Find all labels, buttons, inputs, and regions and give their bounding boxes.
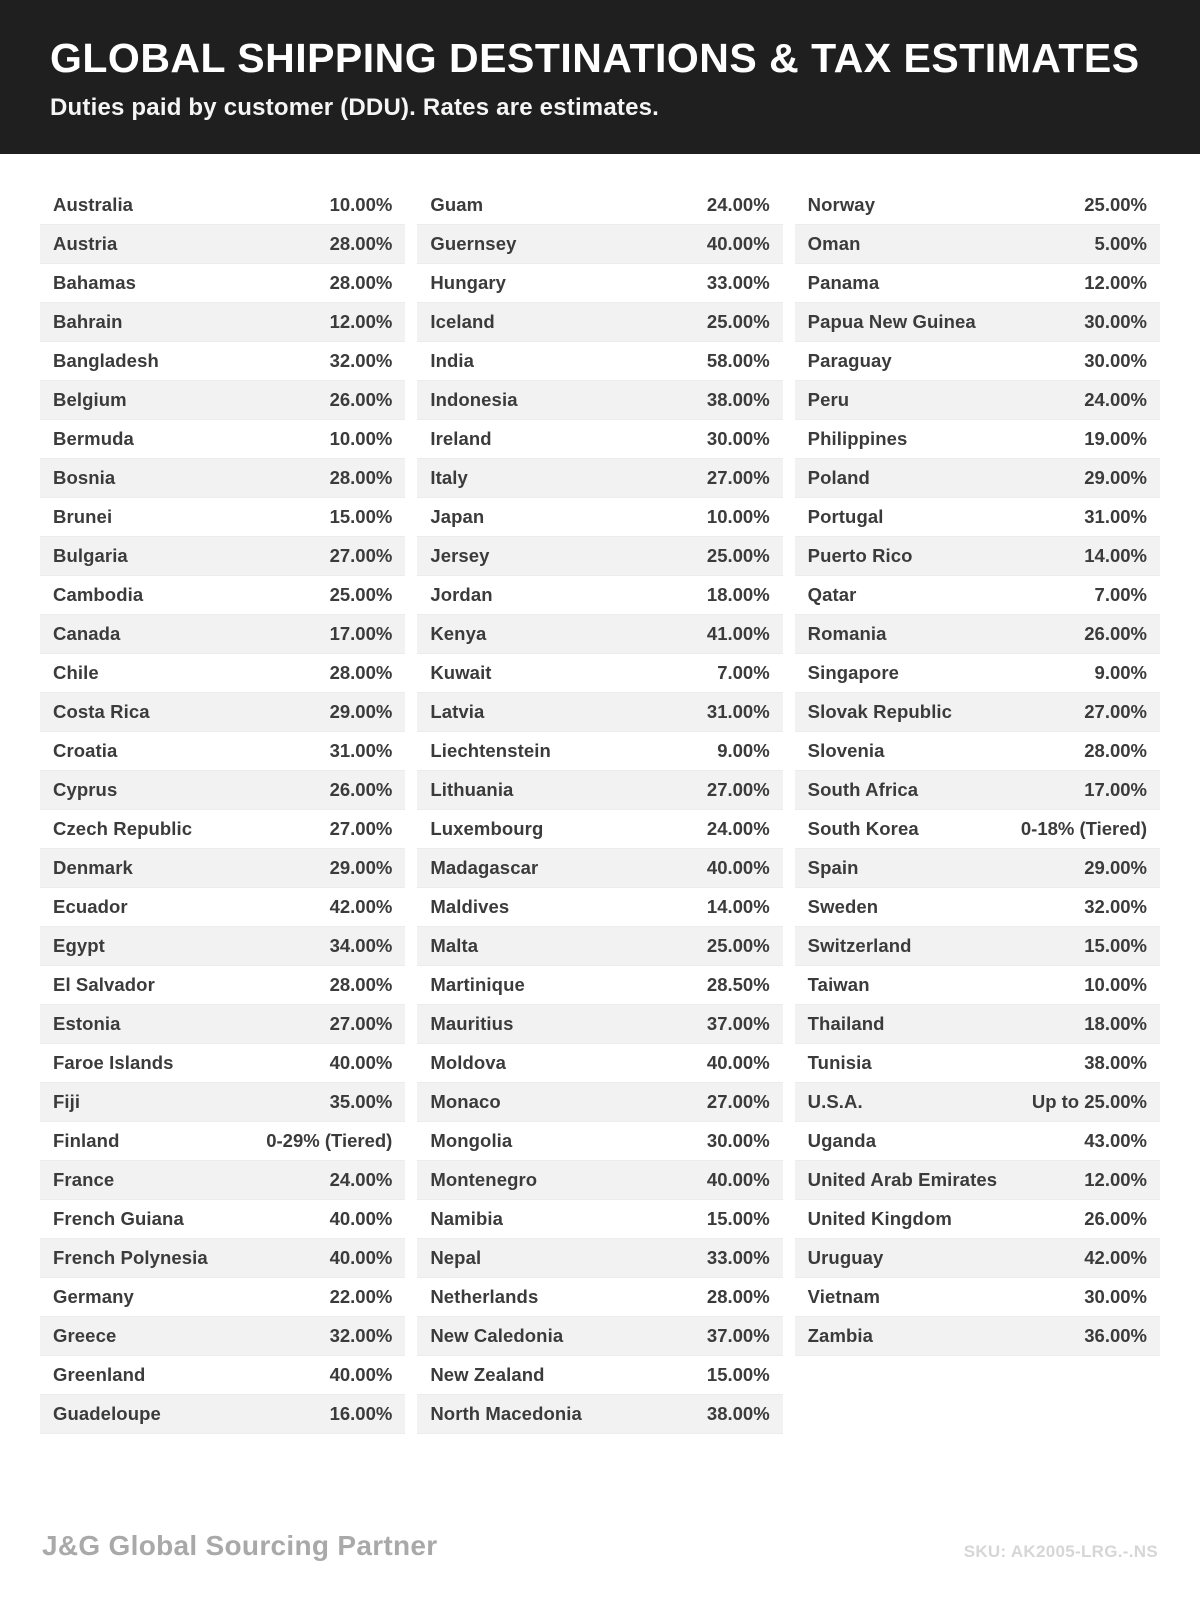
table-row bbox=[40, 186, 405, 225]
tax-rate: 35.00% bbox=[329, 1091, 393, 1113]
table-row bbox=[795, 303, 1160, 342]
tax-rate: 28.00% bbox=[329, 233, 393, 255]
country-name: Madagascar bbox=[430, 857, 539, 879]
country-name: Bahrain bbox=[53, 311, 123, 333]
country-name: Martinique bbox=[430, 974, 525, 996]
tax-rate: 38.00% bbox=[706, 1403, 770, 1425]
tax-rate: 27.00% bbox=[706, 1091, 770, 1113]
country-name: Maldives bbox=[430, 896, 510, 918]
table-row bbox=[795, 225, 1160, 264]
country-name: Spain bbox=[807, 857, 859, 879]
tax-rate: 27.00% bbox=[706, 467, 770, 489]
table-row bbox=[795, 693, 1160, 732]
tax-rate: 10.00% bbox=[706, 506, 770, 528]
country-name: New Zealand bbox=[430, 1364, 545, 1386]
rates-column-2 bbox=[417, 186, 782, 1434]
country-name: Indonesia bbox=[430, 389, 518, 411]
tax-rate: 27.00% bbox=[329, 818, 393, 840]
table-row bbox=[795, 1317, 1160, 1356]
table-row bbox=[40, 693, 405, 732]
tax-rate: 25.00% bbox=[329, 584, 393, 606]
table-row bbox=[40, 732, 405, 771]
table-row bbox=[417, 1317, 782, 1356]
tax-rate: 30.00% bbox=[706, 428, 770, 450]
tax-rate: 28.00% bbox=[1084, 740, 1147, 762]
country-name: New Caledonia bbox=[430, 1325, 564, 1347]
tax-rate: 22.00% bbox=[329, 1286, 393, 1308]
country-name: French Guiana bbox=[53, 1208, 184, 1230]
tax-rate: 30.00% bbox=[1084, 1286, 1147, 1308]
table-row bbox=[40, 1122, 405, 1161]
country-name: Brunei bbox=[53, 506, 113, 528]
tax-rate: 30.00% bbox=[706, 1130, 770, 1152]
table-row bbox=[40, 1200, 405, 1239]
table-row bbox=[795, 810, 1160, 849]
table-row bbox=[417, 459, 782, 498]
country-name: Vietnam bbox=[807, 1286, 880, 1308]
table-row bbox=[417, 1395, 782, 1434]
tax-rate: 29.00% bbox=[329, 857, 393, 879]
tax-rate: 26.00% bbox=[1084, 1208, 1147, 1230]
tax-rate: 5.00% bbox=[1094, 233, 1147, 255]
country-name: North Macedonia bbox=[430, 1403, 582, 1425]
table-row bbox=[795, 615, 1160, 654]
table-row bbox=[40, 1395, 405, 1434]
country-name: Jersey bbox=[430, 545, 490, 567]
tax-rate: 7.00% bbox=[1094, 584, 1147, 606]
country-name: Monaco bbox=[430, 1091, 501, 1113]
tax-rate: 36.00% bbox=[1084, 1325, 1147, 1347]
tax-rate: 40.00% bbox=[706, 1052, 770, 1074]
country-name: Mauritius bbox=[430, 1013, 514, 1035]
country-name: Papua New Guinea bbox=[807, 311, 976, 333]
country-name: Cyprus bbox=[53, 779, 118, 801]
table-row bbox=[40, 1278, 405, 1317]
tax-rate: 33.00% bbox=[706, 1247, 770, 1269]
tax-rate: 32.00% bbox=[329, 350, 393, 372]
table-row bbox=[795, 771, 1160, 810]
country-name: El Salvador bbox=[53, 974, 155, 996]
table-row bbox=[40, 810, 405, 849]
country-name: Fiji bbox=[53, 1091, 81, 1113]
table-row bbox=[417, 771, 782, 810]
tax-rate: 17.00% bbox=[1084, 779, 1147, 801]
table-row bbox=[40, 771, 405, 810]
table-row bbox=[417, 537, 782, 576]
table-row bbox=[417, 1278, 782, 1317]
table-row bbox=[40, 1044, 405, 1083]
tax-rate: 7.00% bbox=[717, 662, 770, 684]
table-row bbox=[417, 381, 782, 420]
tax-rate: 14.00% bbox=[706, 896, 770, 918]
rates-column-3 bbox=[795, 186, 1160, 1356]
country-name: Uganda bbox=[807, 1130, 877, 1152]
table-row bbox=[40, 498, 405, 537]
tax-rate: 28.00% bbox=[329, 662, 393, 684]
tax-rate: Up to 25.00% bbox=[1031, 1091, 1147, 1113]
table-row bbox=[417, 1122, 782, 1161]
table-row bbox=[40, 225, 405, 264]
table-row bbox=[417, 225, 782, 264]
table-row bbox=[40, 927, 405, 966]
table-row bbox=[795, 966, 1160, 1005]
country-name: Latvia bbox=[430, 701, 485, 723]
country-name: Tunisia bbox=[807, 1052, 872, 1074]
table-row bbox=[795, 1200, 1160, 1239]
table-row bbox=[40, 966, 405, 1005]
country-name: Peru bbox=[807, 389, 850, 411]
table-row bbox=[417, 966, 782, 1005]
tax-rate: 31.00% bbox=[1084, 506, 1147, 528]
table-row bbox=[795, 1239, 1160, 1278]
table-row bbox=[40, 420, 405, 459]
tax-rate: 28.00% bbox=[706, 1286, 770, 1308]
country-name: Romania bbox=[807, 623, 887, 645]
tax-rate: 26.00% bbox=[1084, 623, 1147, 645]
tax-rate: 29.00% bbox=[329, 701, 393, 723]
table-row bbox=[417, 927, 782, 966]
country-name: Chile bbox=[53, 662, 99, 684]
country-name: Estonia bbox=[53, 1013, 121, 1035]
country-name: Czech Republic bbox=[53, 818, 193, 840]
country-name: Guernsey bbox=[430, 233, 517, 255]
tax-rate: 24.00% bbox=[1084, 389, 1147, 411]
country-name: Canada bbox=[53, 623, 121, 645]
table-row bbox=[40, 537, 405, 576]
country-name: Paraguay bbox=[807, 350, 892, 372]
country-name: Guadeloupe bbox=[53, 1403, 161, 1425]
table-row bbox=[417, 654, 782, 693]
country-name: Switzerland bbox=[807, 935, 912, 957]
table-row bbox=[417, 303, 782, 342]
table-row bbox=[40, 576, 405, 615]
table-row bbox=[40, 615, 405, 654]
country-name: Puerto Rico bbox=[807, 545, 913, 567]
table-row bbox=[417, 186, 782, 225]
tax-rate: 30.00% bbox=[1084, 311, 1147, 333]
table-row bbox=[417, 342, 782, 381]
tax-rate: 15.00% bbox=[1084, 935, 1147, 957]
table-row bbox=[40, 654, 405, 693]
country-name: Ireland bbox=[430, 428, 492, 450]
tax-rate: 24.00% bbox=[706, 194, 770, 216]
tax-rate: 29.00% bbox=[1084, 857, 1147, 879]
country-name: Iceland bbox=[430, 311, 495, 333]
country-name: Costa Rica bbox=[53, 701, 150, 723]
country-name: U.S.A. bbox=[807, 1091, 863, 1113]
country-name: Philippines bbox=[807, 428, 908, 450]
country-name: Australia bbox=[53, 194, 134, 216]
page-title: GLOBAL SHIPPING DESTINATIONS & TAX ESTIMATES bbox=[50, 35, 1140, 81]
table-row bbox=[795, 732, 1160, 771]
table-row bbox=[417, 615, 782, 654]
tax-rate: 10.00% bbox=[1084, 974, 1147, 996]
country-name: South Korea bbox=[807, 818, 919, 840]
table-row bbox=[417, 1356, 782, 1395]
country-name: Mongolia bbox=[430, 1130, 513, 1152]
tax-rate: 15.00% bbox=[329, 506, 393, 528]
country-name: Greece bbox=[53, 1325, 117, 1347]
country-name: Zambia bbox=[807, 1325, 874, 1347]
sku-text: SKU: AK2005-LRG.-.NS bbox=[963, 1542, 1158, 1561]
country-name: France bbox=[53, 1169, 115, 1191]
tax-rate: 40.00% bbox=[329, 1364, 393, 1386]
tax-rate: 28.50% bbox=[706, 974, 770, 996]
country-name: Luxembourg bbox=[430, 818, 544, 840]
country-name: Bangladesh bbox=[53, 350, 159, 372]
country-name: Egypt bbox=[53, 935, 105, 957]
country-name: Austria bbox=[53, 233, 118, 255]
tax-rate: 27.00% bbox=[1084, 701, 1147, 723]
tax-rate: 12.00% bbox=[1084, 272, 1147, 294]
table-row bbox=[795, 849, 1160, 888]
tax-rate: 9.00% bbox=[1094, 662, 1147, 684]
tax-rate: 27.00% bbox=[329, 1013, 393, 1035]
country-name: Hungary bbox=[430, 272, 507, 294]
table-row bbox=[40, 1083, 405, 1122]
table-row bbox=[417, 693, 782, 732]
rates-column-1 bbox=[40, 186, 405, 1434]
table-row bbox=[40, 1356, 405, 1395]
tax-rate: 40.00% bbox=[706, 857, 770, 879]
country-name: United Arab Emirates bbox=[807, 1169, 998, 1191]
table-row bbox=[40, 264, 405, 303]
tax-rate: 42.00% bbox=[329, 896, 393, 918]
table-row bbox=[40, 1005, 405, 1044]
country-name: Thailand bbox=[807, 1013, 885, 1035]
tax-rate: 31.00% bbox=[329, 740, 393, 762]
table-row bbox=[417, 576, 782, 615]
country-name: Namibia bbox=[430, 1208, 503, 1230]
tax-rate: 29.00% bbox=[1084, 467, 1147, 489]
table-row bbox=[417, 810, 782, 849]
table-row bbox=[795, 1122, 1160, 1161]
tax-rate: 25.00% bbox=[706, 311, 770, 333]
country-name: Italy bbox=[430, 467, 468, 489]
table-row bbox=[40, 303, 405, 342]
country-name: Lithuania bbox=[430, 779, 514, 801]
table-row bbox=[795, 264, 1160, 303]
tax-rate: 30.00% bbox=[1084, 350, 1147, 372]
tax-rate: 37.00% bbox=[706, 1013, 770, 1035]
page-footer bbox=[0, 1530, 1200, 1600]
country-name: Faroe Islands bbox=[53, 1052, 174, 1074]
table-row bbox=[417, 732, 782, 771]
table-row bbox=[417, 1083, 782, 1122]
tax-rate: 27.00% bbox=[329, 545, 393, 567]
tax-rate: 40.00% bbox=[706, 233, 770, 255]
tax-rate: 0-29% (Tiered) bbox=[266, 1130, 393, 1152]
tax-rate: 25.00% bbox=[706, 935, 770, 957]
country-name: Singapore bbox=[807, 662, 900, 684]
tax-rate: 33.00% bbox=[706, 272, 770, 294]
table-row bbox=[795, 1161, 1160, 1200]
table-row bbox=[40, 1317, 405, 1356]
country-name: Belgium bbox=[53, 389, 127, 411]
table-row bbox=[795, 1005, 1160, 1044]
country-name: Moldova bbox=[430, 1052, 507, 1074]
tax-rate: 0-18% (Tiered) bbox=[1020, 818, 1147, 840]
country-name: Finland bbox=[53, 1130, 120, 1152]
table-row bbox=[417, 849, 782, 888]
table-row bbox=[795, 459, 1160, 498]
tax-rate: 31.00% bbox=[706, 701, 770, 723]
country-name: Denmark bbox=[53, 857, 133, 879]
page-subtitle: Duties paid by customer (DDU). Rates are estimates. bbox=[50, 94, 660, 122]
country-name: Qatar bbox=[807, 584, 857, 606]
tax-rate: 18.00% bbox=[1084, 1013, 1147, 1035]
tax-rate: 12.00% bbox=[1084, 1169, 1147, 1191]
tax-rate: 58.00% bbox=[706, 350, 770, 372]
tax-rate: 27.00% bbox=[706, 779, 770, 801]
tax-rate: 26.00% bbox=[329, 389, 393, 411]
country-name: Taiwan bbox=[807, 974, 870, 996]
table-row bbox=[417, 1161, 782, 1200]
tax-rate: 26.00% bbox=[329, 779, 393, 801]
tax-rate: 15.00% bbox=[706, 1364, 770, 1386]
table-row bbox=[417, 1044, 782, 1083]
table-row bbox=[417, 1200, 782, 1239]
country-name: Greenland bbox=[53, 1364, 146, 1386]
tax-rate: 32.00% bbox=[329, 1325, 393, 1347]
tax-rate: 40.00% bbox=[329, 1247, 393, 1269]
tax-rate: 37.00% bbox=[706, 1325, 770, 1347]
tax-rate: 38.00% bbox=[706, 389, 770, 411]
tax-rate: 12.00% bbox=[329, 311, 393, 333]
country-name: Portugal bbox=[807, 506, 884, 528]
tax-rate: 9.00% bbox=[717, 740, 770, 762]
tax-rate: 28.00% bbox=[329, 467, 393, 489]
country-name: Japan bbox=[430, 506, 485, 528]
country-name: Germany bbox=[53, 1286, 134, 1308]
table-row bbox=[417, 420, 782, 459]
tax-rate: 19.00% bbox=[1084, 428, 1147, 450]
tax-rate: 40.00% bbox=[329, 1052, 393, 1074]
country-name: Jordan bbox=[430, 584, 493, 606]
tax-rate: 10.00% bbox=[329, 428, 393, 450]
table-row bbox=[795, 537, 1160, 576]
table-row bbox=[795, 420, 1160, 459]
country-name: Panama bbox=[807, 272, 880, 294]
country-name: South Africa bbox=[807, 779, 919, 801]
tax-rate: 10.00% bbox=[329, 194, 393, 216]
tax-rate: 43.00% bbox=[1084, 1130, 1147, 1152]
country-name: Cambodia bbox=[53, 584, 144, 606]
country-name: Norway bbox=[807, 194, 876, 216]
country-name: Nepal bbox=[430, 1247, 482, 1269]
table-row bbox=[40, 381, 405, 420]
country-name: Oman bbox=[807, 233, 861, 255]
tax-rate: 41.00% bbox=[706, 623, 770, 645]
country-name: India bbox=[430, 350, 474, 372]
country-name: French Polynesia bbox=[53, 1247, 208, 1269]
table-row bbox=[40, 849, 405, 888]
tax-rate: 25.00% bbox=[1084, 194, 1147, 216]
table-row bbox=[795, 654, 1160, 693]
tax-rate: 40.00% bbox=[329, 1208, 393, 1230]
table-row bbox=[417, 498, 782, 537]
table-row bbox=[40, 888, 405, 927]
table-row bbox=[795, 498, 1160, 537]
country-name: Kenya bbox=[430, 623, 487, 645]
page-header bbox=[0, 0, 1200, 154]
table-row bbox=[795, 576, 1160, 615]
tax-rate: 40.00% bbox=[706, 1169, 770, 1191]
tax-rate: 42.00% bbox=[1084, 1247, 1147, 1269]
country-name: Guam bbox=[430, 194, 484, 216]
table-row bbox=[40, 1239, 405, 1278]
tax-rate: 28.00% bbox=[329, 272, 393, 294]
tax-rate: 24.00% bbox=[329, 1169, 393, 1191]
tax-rate: 25.00% bbox=[706, 545, 770, 567]
tax-rate: 15.00% bbox=[706, 1208, 770, 1230]
country-name: Croatia bbox=[53, 740, 118, 762]
tax-rate: 17.00% bbox=[329, 623, 393, 645]
table-row bbox=[417, 1239, 782, 1278]
country-name: Bulgaria bbox=[53, 545, 128, 567]
country-name: Poland bbox=[807, 467, 870, 489]
country-name: Kuwait bbox=[430, 662, 492, 684]
table-row bbox=[40, 459, 405, 498]
country-name: Sweden bbox=[807, 896, 879, 918]
tax-rate: 14.00% bbox=[1084, 545, 1147, 567]
brand-text: J&G Global Sourcing Partner bbox=[42, 1530, 438, 1561]
country-name: Bosnia bbox=[53, 467, 116, 489]
tax-rate: 16.00% bbox=[329, 1403, 393, 1425]
country-name: Uruguay bbox=[807, 1247, 884, 1269]
table-row bbox=[795, 381, 1160, 420]
table-row bbox=[795, 1083, 1160, 1122]
table-row bbox=[795, 1044, 1160, 1083]
country-name: Bahamas bbox=[53, 272, 136, 294]
tax-rate: 24.00% bbox=[706, 818, 770, 840]
country-name: Bermuda bbox=[53, 428, 134, 450]
country-name: Malta bbox=[430, 935, 479, 957]
tax-rate: 28.00% bbox=[329, 974, 393, 996]
tax-rate: 34.00% bbox=[329, 935, 393, 957]
table-row bbox=[40, 1161, 405, 1200]
tax-rate: 38.00% bbox=[1084, 1052, 1147, 1074]
country-name: Slovenia bbox=[807, 740, 885, 762]
table-row bbox=[40, 342, 405, 381]
table-row bbox=[795, 888, 1160, 927]
country-name: Netherlands bbox=[430, 1286, 539, 1308]
rates-table bbox=[40, 186, 1160, 1434]
table-row bbox=[795, 1278, 1160, 1317]
table-row bbox=[795, 186, 1160, 225]
table-row bbox=[795, 927, 1160, 966]
table-row bbox=[417, 888, 782, 927]
country-name: Montenegro bbox=[430, 1169, 538, 1191]
table-row bbox=[795, 342, 1160, 381]
tax-rate: 32.00% bbox=[1084, 896, 1147, 918]
table-row bbox=[417, 1005, 782, 1044]
country-name: Liechtenstein bbox=[430, 740, 551, 762]
country-name: Ecuador bbox=[53, 896, 128, 918]
country-name: Slovak Republic bbox=[807, 701, 953, 723]
tax-rate: 18.00% bbox=[706, 584, 770, 606]
table-row bbox=[417, 264, 782, 303]
country-name: United Kingdom bbox=[807, 1208, 952, 1230]
